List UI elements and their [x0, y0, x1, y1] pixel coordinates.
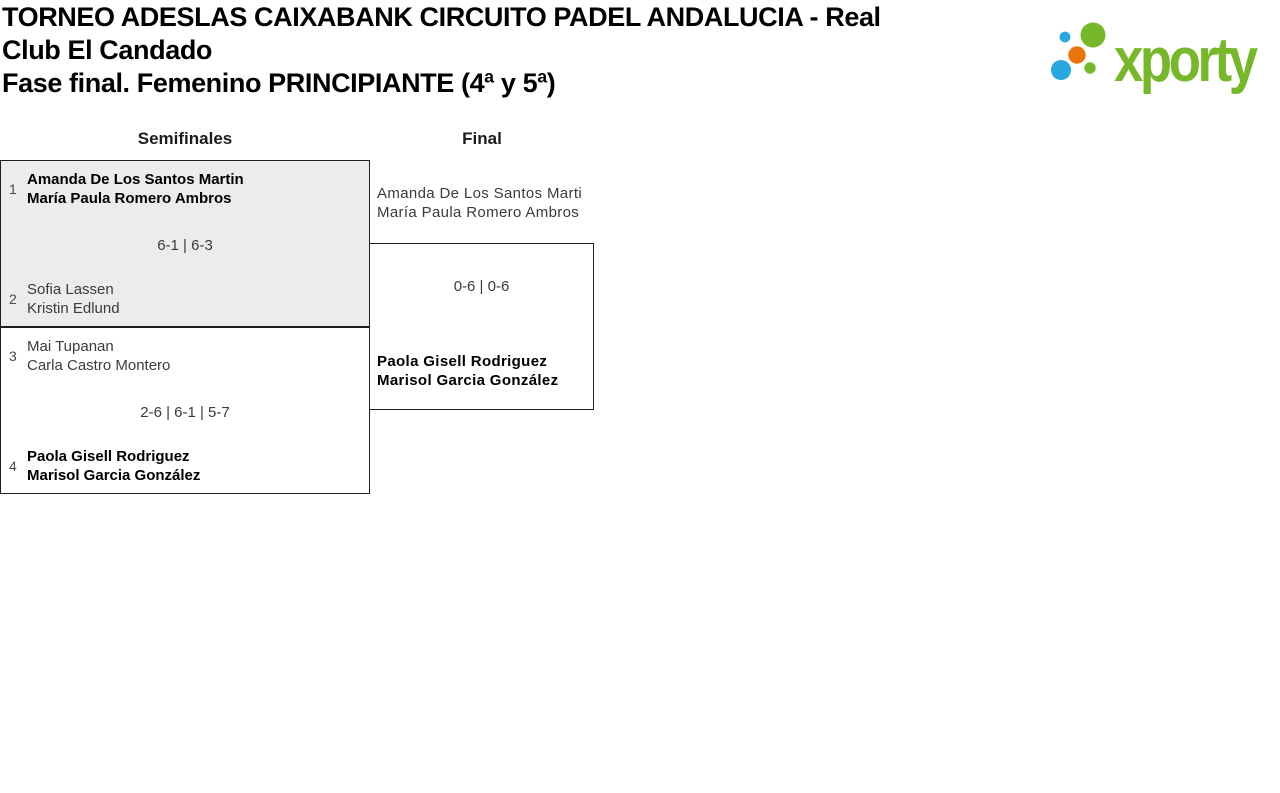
- logo-dots-icon: [1046, 8, 1108, 88]
- player-name: Marisol Garcia González: [377, 372, 559, 389]
- team-players: [27, 447, 200, 485]
- team-players: [27, 280, 120, 318]
- player-name: María Paula Romero Ambros: [377, 204, 580, 221]
- player-name: Paola Gisell Rodriguez: [27, 448, 190, 465]
- xporty-logo[interactable]: [1046, 8, 1279, 95]
- final-team-top: [377, 184, 594, 222]
- player-name: Marisol Garcia González: [27, 467, 201, 484]
- seed-number: 2: [9, 291, 17, 307]
- header: [2, 1, 907, 100]
- player-name: Kristin Edlund: [27, 300, 120, 317]
- team-row-seed-4: [1, 447, 200, 485]
- logo-wordmark: xporty: [1114, 26, 1255, 95]
- team-row-seed-3: [1, 337, 170, 375]
- team-row-seed-1: [1, 170, 244, 208]
- player-name: Paola Gisell Rodriguez: [377, 353, 548, 370]
- match-card-semifinal-2: [0, 327, 370, 494]
- team-players: [27, 337, 170, 375]
- team-players: [27, 170, 244, 208]
- player-name: María Paula Romero Ambros: [27, 190, 232, 207]
- round-header-semifinales: Semifinales: [137, 129, 233, 148]
- seed-number: 1: [9, 181, 17, 197]
- player-name: Amanda De Los Santos Martin: [27, 171, 244, 188]
- seed-number: 4: [9, 458, 17, 474]
- player-name: Mai Tupanan: [27, 338, 114, 355]
- player-name: Carla Castro Montero: [27, 357, 171, 374]
- seed-number: 3: [9, 348, 17, 364]
- player-name: Sofia Lassen: [27, 281, 114, 298]
- match-card-semifinal-1: [0, 160, 370, 327]
- tournament-title: TORNEO ADESLAS CAIXABANK CIRCUITO PADEL ANDALUCIA - Real Club El Candado: [2, 2, 881, 65]
- match-score: 6-1 | 6-3: [157, 237, 213, 254]
- final-team-bottom: [377, 352, 594, 390]
- team-row-seed-2: [1, 280, 120, 318]
- final-score: 0-6 | 0-6: [453, 278, 510, 295]
- match-score: 2-6 | 6-1 | 5-7: [140, 404, 230, 421]
- player-name: Amanda De Los Santos Marti: [377, 185, 583, 202]
- round-header-final: Final: [462, 129, 502, 148]
- phase-subtitle: Fase final. Femenino PRINCIPIANTE (4ª y 5ª): [2, 68, 556, 98]
